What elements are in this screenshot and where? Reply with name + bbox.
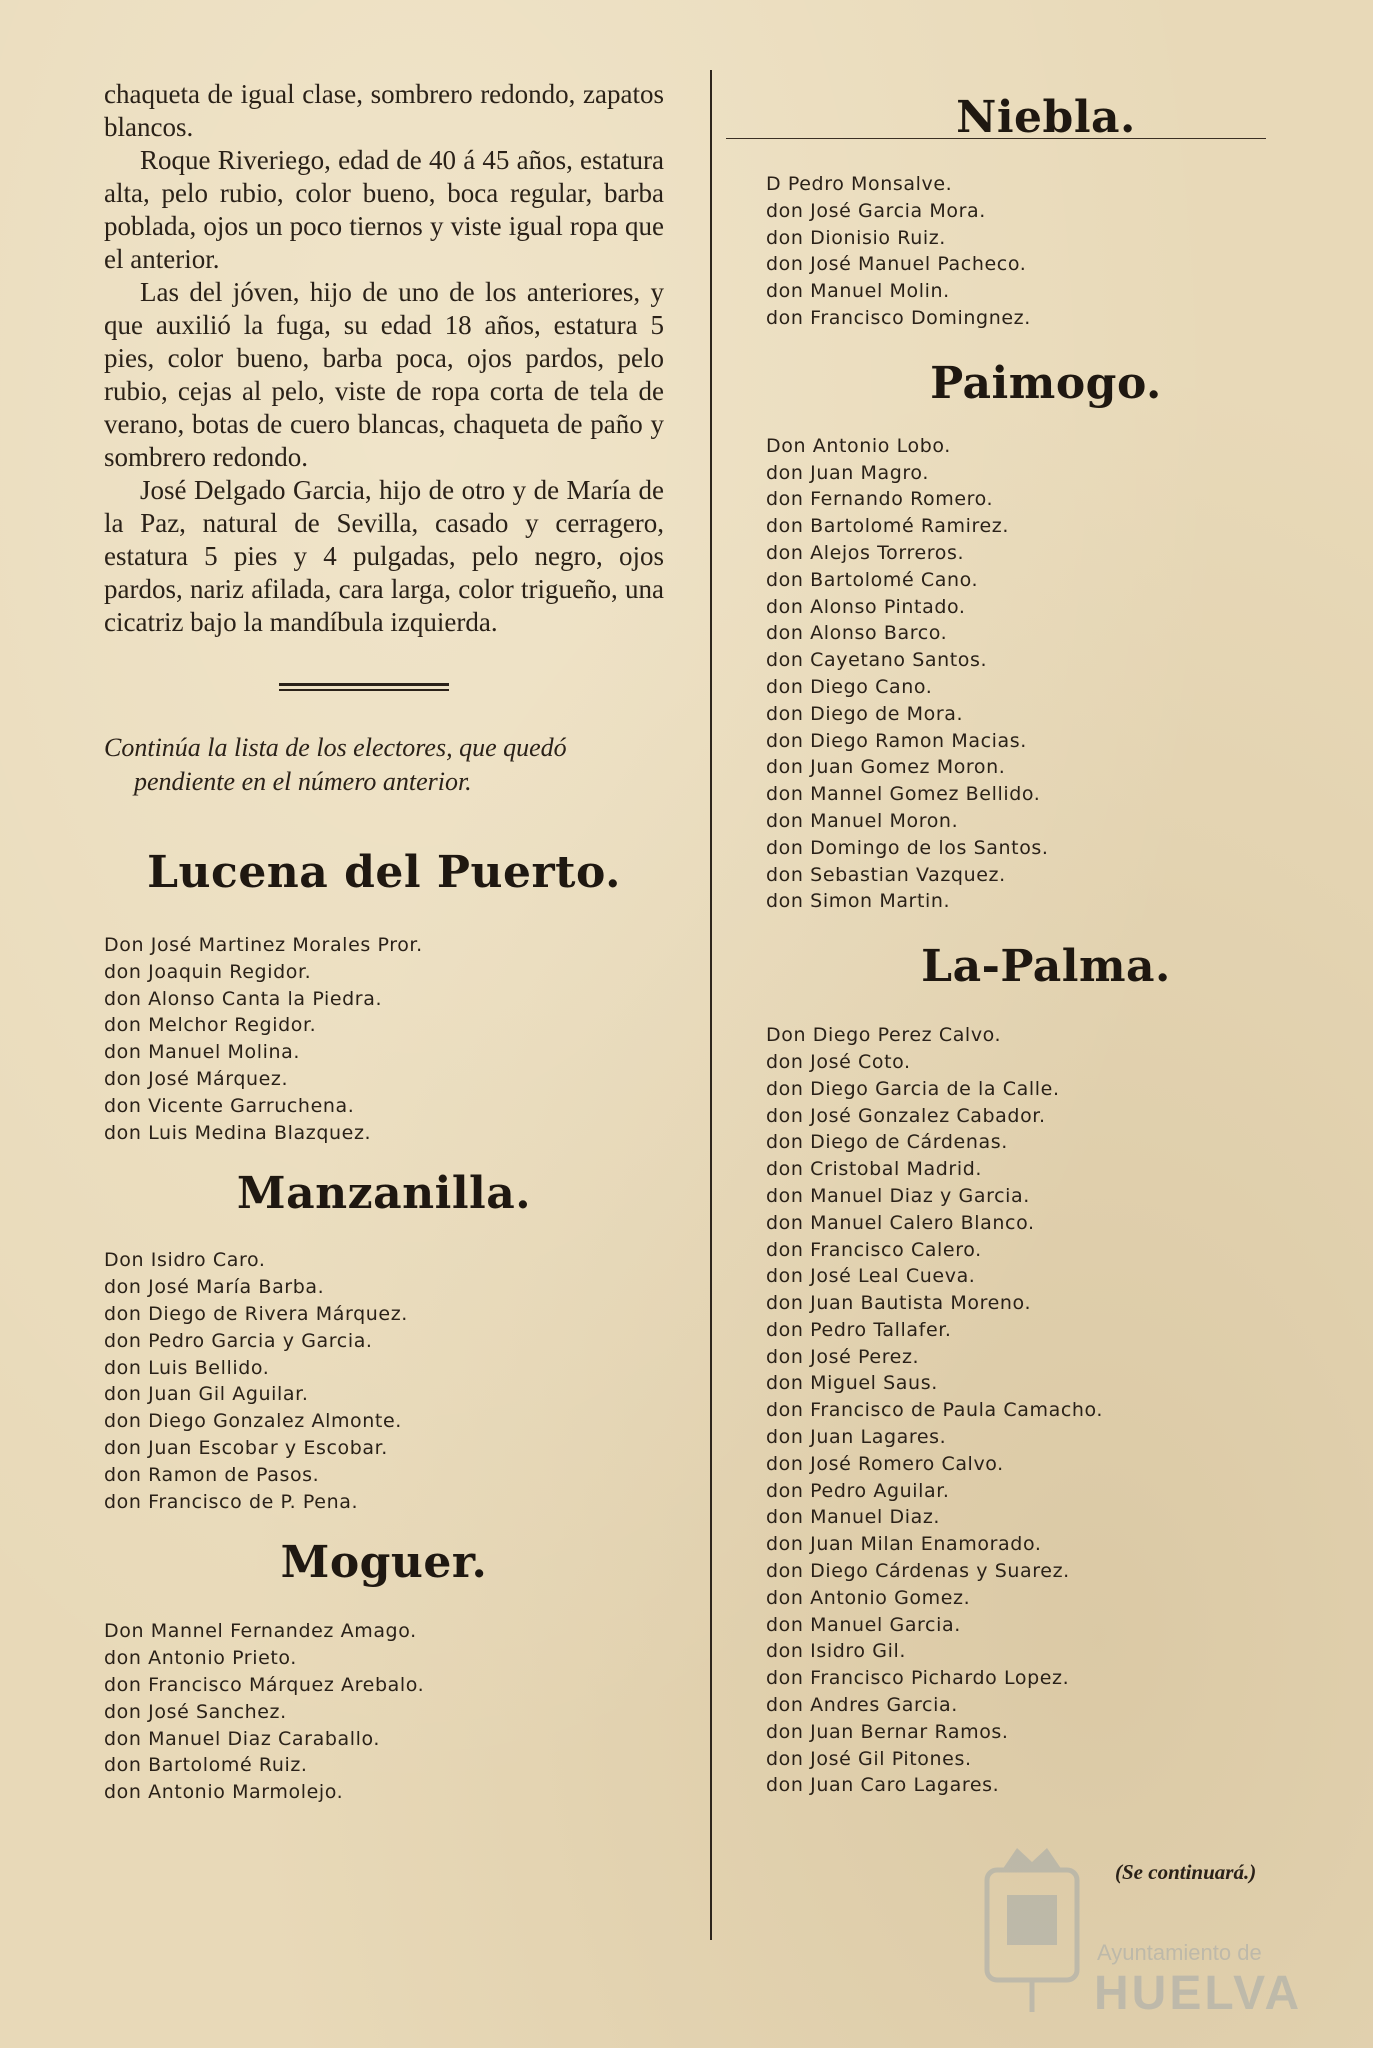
- town-heading: Manzanilla.: [236, 1168, 532, 1220]
- elector-name: don Sebastian Vazquez.: [766, 863, 1006, 886]
- right-column: [766, 92, 1326, 1799]
- elector-name: don Cristobal Madrid.: [766, 1158, 983, 1181]
- elector-name: don Pedro Garcia y Garcia.: [104, 1329, 373, 1352]
- elector-name: don José Leal Cueva.: [766, 1265, 976, 1288]
- elector-name: don Juan Magro.: [766, 461, 929, 484]
- elector-name: don Manuel Calero Blanco.: [766, 1211, 1035, 1234]
- elector-name: don Manuel Garcia.: [766, 1613, 961, 1636]
- elector-name: don Miguel Saus.: [766, 1372, 938, 1395]
- elector-name: don Manuel Diaz y Garcia.: [766, 1184, 1030, 1207]
- prose-paragraph: chaqueta de igual clase, sombrero redondo, zapatos blancos.: [104, 79, 664, 142]
- elector-list: [766, 1022, 1326, 1799]
- right-sections: [766, 92, 1326, 1799]
- elector-name: don Luis Bellido.: [104, 1356, 270, 1379]
- elector-name: don Diego de Rivera Márquez.: [104, 1302, 408, 1325]
- elector-name: don Andres Garcia.: [766, 1694, 958, 1717]
- elector-name: don Diego Cano.: [766, 675, 933, 698]
- elector-name: don Francisco Calero.: [766, 1238, 982, 1261]
- ornamental-rule: [279, 683, 449, 695]
- elector-name: don Antonio Gomez.: [766, 1586, 971, 1609]
- town-heading: Niebla.: [956, 92, 1136, 143]
- elector-name: don Juan Milan Enamorado.: [766, 1533, 1042, 1556]
- elector-section: [104, 847, 664, 1146]
- elector-name: don José Manuel Pacheco.: [766, 253, 1027, 276]
- elector-section: [766, 358, 1326, 915]
- elector-name: Don Diego Perez Calvo.: [766, 1024, 1002, 1047]
- town-heading: La-Palma.: [921, 941, 1171, 993]
- column-divider: [710, 70, 712, 1940]
- elector-name: don Bartolomé Cano.: [766, 568, 979, 591]
- elector-name: don Manuel Diaz.: [766, 1506, 941, 1529]
- elector-name: don Francisco Márquez Arebalo.: [104, 1673, 425, 1696]
- elector-name: don Juan Escobar y Escobar.: [104, 1436, 388, 1459]
- elector-name: D Pedro Monsalve.: [766, 173, 953, 195]
- watermark-line-2: HUELVA: [1094, 1967, 1303, 2020]
- elector-name: don Francisco Pichardo Lopez.: [766, 1667, 1070, 1690]
- elector-name: don Francisco de P. Pena.: [104, 1490, 359, 1513]
- elector-name: don Simon Martin.: [766, 890, 951, 913]
- elector-name: don José Garcia Mora.: [766, 199, 986, 222]
- elector-list: [104, 1618, 664, 1806]
- elector-name: don Domingo de los Santos.: [766, 836, 1049, 859]
- elector-name: don Luis Medina Blazquez.: [104, 1121, 372, 1144]
- elector-section: [766, 92, 1326, 332]
- elector-name: don Alonso Pintado.: [766, 595, 966, 618]
- elector-name: Don Mannel Fernandez Amago.: [104, 1620, 417, 1643]
- watermark-line-1: Ayuntamiento de: [1097, 1940, 1262, 1965]
- coat-of-arms-icon: [972, 1840, 1092, 2020]
- elector-name: don Vicente Garruchena.: [104, 1094, 355, 1117]
- elector-name: don Juan Caro Lagares.: [766, 1774, 1000, 1797]
- prose-paragraph: Roque Riveriego, edad de 40 á 45 años, estatura alta, pelo rubio, color bueno, boca regular, barba poblada, ojos un poco tiernos y viste igual ropa que el anterior.: [104, 145, 664, 274]
- elector-name: don José Gonzalez Cabador.: [766, 1104, 1046, 1127]
- elector-name: don Mannel Gomez Bellido.: [766, 783, 1041, 806]
- elector-name: don Diego Cárdenas y Suarez.: [766, 1560, 1070, 1583]
- elector-name: don Antonio Marmolejo.: [104, 1781, 344, 1804]
- elector-list: [104, 932, 664, 1146]
- elector-section: [766, 941, 1326, 1799]
- left-column: [104, 78, 664, 1806]
- left-sections: [104, 847, 664, 1806]
- continuation-note: (Se continuará.): [1115, 1860, 1257, 1884]
- elector-name: don Diego Ramon Macias.: [766, 729, 1027, 752]
- prose-paragraph: José Delgado Garcia, hijo de otro y de María de la Paz, natural de Sevilla, casado y cerragero, estatura 5 pies y 4 pulgadas, pelo negro, ojos pardos, nariz afilada, cara larga, color trigueño, una cicatriz bajo la mandíbula izquierda.: [104, 475, 664, 637]
- description-prose: [104, 78, 664, 639]
- elector-name: Don Isidro Caro.: [104, 1249, 266, 1272]
- elector-name: don Diego de Mora.: [766, 702, 964, 725]
- intro-line-1: Continúa la lista de los electores, que quedó: [104, 733, 567, 762]
- elector-name: don Bartolomé Ramirez.: [766, 515, 1009, 538]
- elector-name: don Pedro Tallafer.: [766, 1318, 952, 1341]
- list-intro: [104, 731, 664, 799]
- elector-name: don Cayetano Santos.: [766, 649, 988, 672]
- elector-name: don José Perez.: [766, 1345, 920, 1368]
- elector-name: don José Márquez.: [104, 1067, 289, 1090]
- elector-name: don Fernando Romero.: [766, 488, 994, 511]
- elector-name: Don José Martinez Morales Pror.: [104, 934, 423, 956]
- elector-name: don Antonio Prieto.: [104, 1647, 297, 1670]
- elector-name: don José María Barba.: [104, 1276, 325, 1299]
- town-heading: Moguer.: [280, 1537, 488, 1589]
- elector-name: don Juan Bernar Ramos.: [766, 1720, 1009, 1743]
- elector-name: don Alonso Canta la Piedra.: [104, 987, 383, 1010]
- elector-name: don Diego Gonzalez Almonte.: [104, 1410, 402, 1433]
- elector-name: don Juan Bautista Moreno.: [766, 1292, 1032, 1315]
- intro-line-2: pendiente en el número anterior.: [134, 767, 472, 796]
- elector-name: don Alonso Barco.: [766, 622, 948, 645]
- prose-paragraph: Las del jóven, hijo de uno de los anteriores, y que auxilió la fuga, su edad 18 años, estatura 5 pies, color bueno, barba poca, ojos pardos, pelo rubio, cejas al pelo, viste de ropa corta de tela de verano, botas de cuero blancas, chaqueta de paño y sombrero redondo.: [104, 277, 664, 472]
- elector-name: don Joaquin Regidor.: [104, 960, 312, 983]
- elector-name: don Ramon de Pasos.: [104, 1463, 320, 1486]
- elector-name: don Manuel Moron.: [766, 809, 959, 832]
- elector-name: don Diego de Cárdenas.: [766, 1131, 1008, 1154]
- elector-name: Don Antonio Lobo.: [766, 434, 951, 457]
- elector-name: don Bartolomé Ruiz.: [104, 1754, 308, 1777]
- elector-name: don Diego Garcia de la Calle.: [766, 1077, 1060, 1100]
- elector-name: don Isidro Gil.: [766, 1640, 906, 1663]
- elector-name: don Pedro Aguilar.: [766, 1479, 950, 1502]
- elector-name: don José Gil Pitones.: [766, 1747, 972, 1770]
- elector-name: don Francisco Domingnez.: [766, 306, 1031, 329]
- elector-list: [766, 433, 1326, 915]
- elector-name: don Juan Gomez Moron.: [766, 756, 1006, 779]
- elector-name: don Melchor Regidor.: [104, 1014, 317, 1037]
- elector-name: don Manuel Molin.: [766, 280, 950, 303]
- watermark-seal: [972, 1840, 1312, 2030]
- town-heading: Lucena del Puerto.: [147, 847, 621, 898]
- elector-list: [766, 171, 1326, 332]
- elector-name: don José Coto.: [766, 1050, 911, 1073]
- elector-name: don José Sanchez.: [104, 1700, 287, 1723]
- elector-section: [104, 1168, 664, 1515]
- elector-list: [104, 1247, 664, 1515]
- elector-name: don Manuel Molina.: [104, 1041, 300, 1064]
- elector-name: don Dionisio Ruiz.: [766, 226, 946, 249]
- elector-name: don Juan Gil Aguilar.: [104, 1383, 309, 1406]
- elector-name: don Manuel Diaz Caraballo.: [104, 1727, 381, 1750]
- elector-name: don José Romero Calvo.: [766, 1452, 1004, 1475]
- town-heading: Paimogo.: [930, 357, 1162, 409]
- elector-name: don Francisco de Paula Camacho.: [766, 1399, 1104, 1422]
- elector-name: don Alejos Torreros.: [766, 541, 965, 564]
- elector-name: don Juan Lagares.: [766, 1426, 947, 1449]
- elector-section: [104, 1537, 664, 1806]
